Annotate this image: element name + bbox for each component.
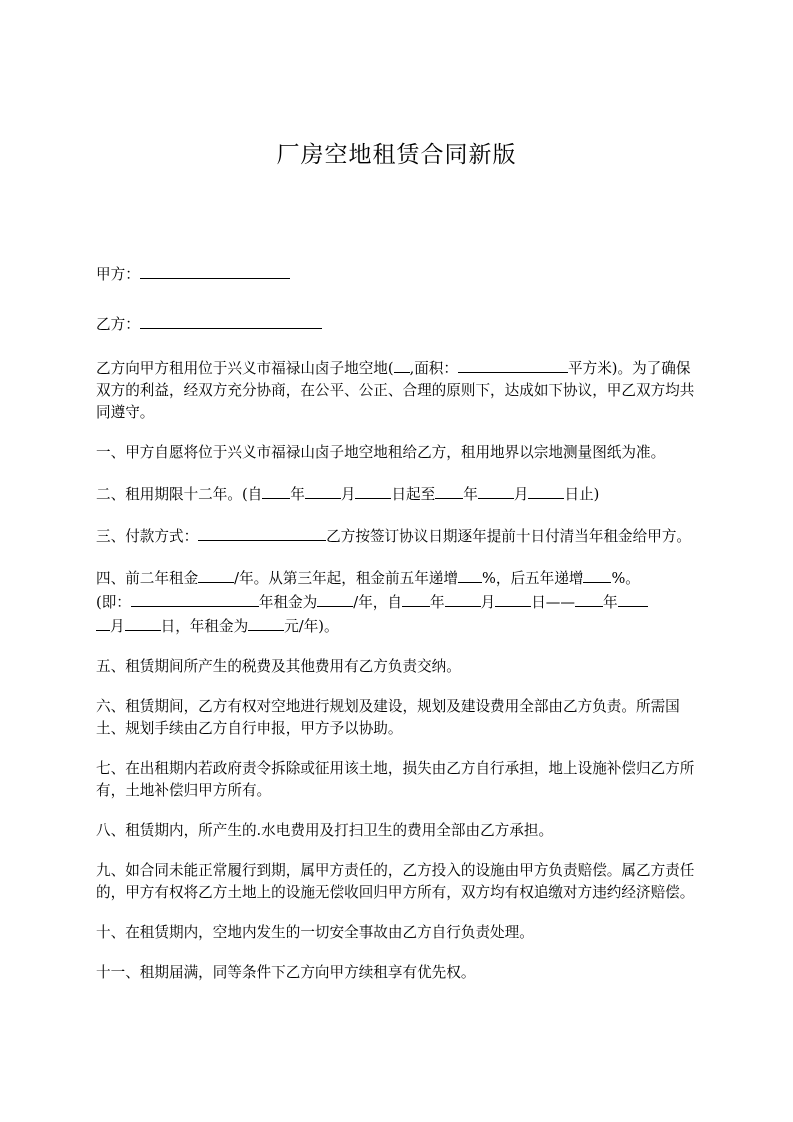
clause-4-line-3	[96, 614, 699, 638]
clause-4-text-g: /年，自	[353, 594, 402, 611]
clause-4-text-i: 月	[480, 594, 496, 611]
clause-1: 一、甲方自愿将位于兴义市福禄山卤子地空地租给乙方，租用地界以宗地测量图纸为准。	[96, 444, 666, 461]
clause-2-to: 日止)	[564, 486, 600, 503]
party-a-blank	[140, 262, 290, 279]
location-blank	[394, 356, 410, 373]
end-day-blank	[528, 482, 564, 499]
period-start-month-blank	[445, 590, 481, 607]
period-end-day-blank	[125, 614, 161, 631]
clause-4-text-l: 月	[110, 618, 125, 635]
start-month-blank	[305, 482, 341, 499]
period-start-day-blank	[495, 590, 531, 607]
clause-4-text-a: 四、前二年租金	[96, 570, 199, 587]
clause-3	[96, 524, 699, 548]
clause-4-line-1	[96, 566, 699, 590]
document-title: 厂房空地租赁合同新版	[276, 142, 517, 168]
clause-2-year-2: 年	[463, 486, 478, 503]
increase-rate-1-blank	[458, 566, 482, 583]
party-b-label: 乙方：	[96, 316, 140, 333]
intro-text-1: 乙方向甲方租用位于兴义市福禄山卤子地空地(	[96, 360, 394, 377]
clause-4-text-c: %，后五年递增	[482, 570, 584, 587]
area-blank	[458, 356, 568, 373]
party-b-blank	[140, 312, 322, 329]
clause-7: 七、在出租期内若政府责令拆除或征用该土地，损失由乙方自行承担，地上设施补偿归乙方所有，土地补偿归甲方所有。	[96, 760, 695, 799]
intro-text-2: ,面积：	[409, 360, 458, 377]
clause-5: 五、租赁期间所产生的税费及其他费用有乙方负责交纳。	[96, 658, 461, 675]
end-year-blank	[435, 482, 463, 499]
clause-2-month-2: 月	[513, 486, 529, 503]
intro-paragraph	[96, 356, 699, 424]
clause-3-text: 乙方按签订协议日期逐年提前十日付清当年租金给甲方。	[326, 528, 692, 545]
clause-11: 十一、租期届满，同等条件下乙方向甲方续租享有优先权。	[96, 964, 476, 981]
clause-4-text-h: 年	[429, 594, 445, 611]
clause-4-text-b: /年。从第三年起，租金前五年递增	[234, 570, 458, 587]
end-month-blank	[478, 482, 514, 499]
party-a-line	[96, 262, 699, 286]
clause-2	[96, 482, 699, 506]
clause-4-text-n: 元/年)。	[284, 618, 339, 635]
party-a-label: 甲方：	[96, 266, 140, 283]
clause-4-line-2	[96, 590, 699, 614]
clause-4	[96, 566, 699, 638]
start-year-blank	[262, 482, 290, 499]
period-start-year-blank	[402, 590, 430, 607]
period-end-year-blank	[575, 590, 603, 607]
intro-text-3: 平方米)。为了确保双方的利益，经双方充分协商，在公平、公正、合理的原则下，达成如下协议，甲乙双方均共同遵守。	[96, 360, 695, 421]
clause-3-label: 三、付款方式：	[96, 528, 199, 545]
clause-2-year-1: 年	[290, 486, 305, 503]
clause-8: 八、租赁期内，所产生的.水电费用及打扫卫生的费用全部由乙方承担。	[96, 822, 554, 839]
clause-4-text-f: 年租金为	[258, 594, 318, 611]
increase-rate-2-blank	[583, 566, 611, 583]
clause-4-text-d: %。	[611, 570, 640, 587]
initial-rent-blank	[198, 566, 234, 583]
clause-4-text-j: 日——	[531, 594, 575, 611]
clause-2-from: 日起至	[391, 486, 436, 503]
document-body	[96, 262, 699, 1002]
clause-9: 九、如合同未能正常履行到期，属甲方责任的，乙方投入的设施由甲方负责赔偿。属乙方责任的，甲方有权将乙方土地上的设施无偿收回归甲方所有，双方均有权追缴对方违约经济赔偿。	[96, 862, 695, 901]
rent-period-blank	[131, 590, 259, 607]
clause-6: 六、租赁期间，乙方有权对空地进行规划及建设，规划及建设费用全部由乙方负责。所需国土、规划手续由乙方自行申报，甲方予以协助。	[96, 698, 680, 737]
start-day-blank	[355, 482, 391, 499]
party-b-line	[96, 312, 699, 336]
clause-4-text-m: 日，年租金为	[160, 618, 249, 635]
period-end-month-blank-1	[618, 590, 648, 607]
later-rent-blank	[248, 614, 284, 631]
clause-10: 十、在租赁期内，空地内发生的一切安全事故由乙方自行负责处理。	[96, 924, 534, 941]
payment-method-blank	[198, 524, 326, 541]
clause-4-text-e: (即：	[96, 594, 131, 611]
clause-2-month-1: 月	[340, 486, 356, 503]
clause-2-text-1: 二、租用期限十二年。(自	[96, 486, 263, 503]
period-end-month-blank-2	[96, 614, 110, 631]
annual-rent-blank	[317, 590, 353, 607]
clause-4-text-k: 年	[603, 594, 618, 611]
